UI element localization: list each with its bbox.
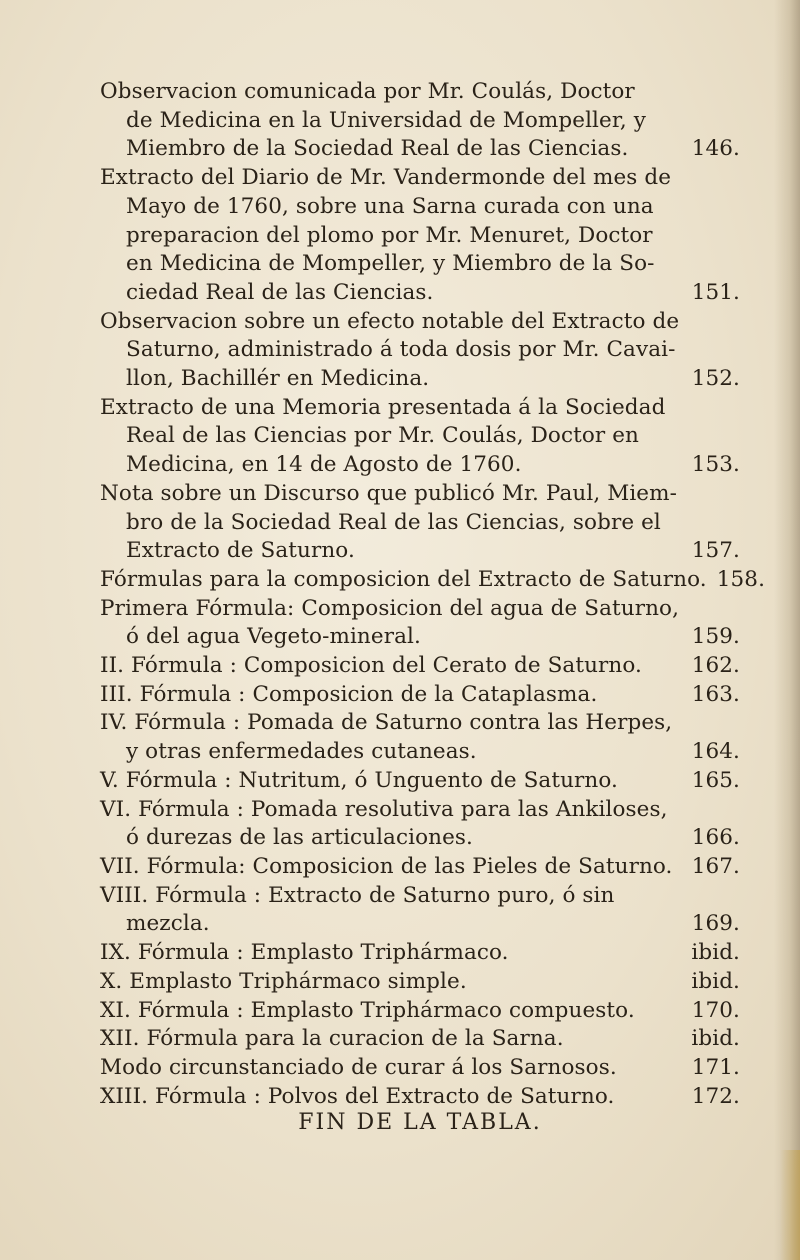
toc-entry <box>100 939 740 968</box>
toc-entry-line <box>100 1025 740 1054</box>
toc-entry-line: Saturno, administrado á toda dosis por Mr. Cavai- <box>126 337 676 363</box>
toc-entry <box>100 652 740 681</box>
toc-entry-text: ó del agua Vegeto-mineral. <box>126 624 421 650</box>
toc-entry <box>100 566 766 595</box>
toc-entry-line <box>100 537 740 566</box>
toc-entry <box>100 681 740 710</box>
toc-entry-line: Mayo de 1760, sobre una Sarna curada con una <box>126 193 654 219</box>
toc-page-number: 167. <box>691 853 740 879</box>
page-edge-shadow <box>774 0 800 1260</box>
toc-entry-line <box>100 135 740 164</box>
toc-entry <box>100 796 740 853</box>
toc-entry-text: Fórmulas para la composicion del Extracto de Saturno. <box>100 566 707 592</box>
toc-entry-line <box>100 853 740 882</box>
toc-entry-text: II. Fórmula : Composicion del Cerato de Saturno. <box>100 653 642 679</box>
toc-page-number: 169. <box>691 911 740 937</box>
toc-entry-text: ó durezas de las articulaciones. <box>126 825 473 851</box>
toc-entry <box>100 308 740 394</box>
toc-entry-line <box>100 910 740 939</box>
toc-page-number: 151. <box>691 279 740 305</box>
toc-entry-line <box>100 365 740 394</box>
toc-entry-line: bro de la Sociedad Real de las Ciencias, sobre el <box>126 509 661 535</box>
toc-entry <box>100 853 740 882</box>
toc-entry-line: Observacion sobre un efecto notable del Extracto de <box>100 308 680 334</box>
toc-entry-line <box>100 767 740 796</box>
toc-entry-line <box>100 623 740 652</box>
toc-page-number: 152. <box>691 366 740 392</box>
toc-entry <box>100 709 740 766</box>
toc-entry-line: en Medicina de Mompeller, y Miembro de la So- <box>126 251 655 277</box>
toc-entry <box>100 78 740 164</box>
toc-entry-text: V. Fórmula : Nutritum, ó Unguento de Saturno. <box>100 767 618 793</box>
table-of-contents <box>100 78 766 1111</box>
toc-entry-line: Extracto de una Memoria presentada á la Sociedad <box>100 394 666 420</box>
toc-entry-line <box>100 997 740 1026</box>
toc-entry <box>100 882 740 939</box>
toc-entry-line: Primera Fórmula: Composicion del agua de Saturno, <box>100 595 680 621</box>
toc-entry-line: Observacion comunicada por Mr. Coulás, Doctor <box>100 79 635 104</box>
toc-entry-text: III. Fórmula : Composicion de la Cataplasma. <box>100 681 598 707</box>
toc-page-number: ibid. <box>691 940 740 966</box>
toc-entry-text: ciedad Real de las Ciencias. <box>126 279 434 305</box>
toc-entry-line: preparacion del plomo por Mr. Menuret, Doctor <box>126 222 653 248</box>
toc-entry <box>100 480 740 566</box>
toc-entry-line <box>100 451 740 480</box>
toc-entry-line <box>100 939 740 968</box>
toc-page-number: ibid. <box>691 1026 740 1052</box>
toc-entry-line: Extracto del Diario de Mr. Vandermonde del mes de <box>100 165 672 191</box>
toc-entry-line <box>100 566 766 595</box>
end-of-table-caption: FIN DE LA TABLA. <box>298 1110 542 1135</box>
toc-entry-text: Extracto de Saturno. <box>126 538 355 564</box>
toc-entry-line <box>100 824 740 853</box>
toc-page-number: 172. <box>691 1083 740 1109</box>
toc-entry-line: VIII. Fórmula : Extracto de Saturno puro, ó sin <box>100 882 615 908</box>
toc-entry <box>100 1083 740 1112</box>
toc-page-number: 171. <box>691 1054 740 1080</box>
toc-entry-text: IX. Fórmula : Emplasto Triphármaco. <box>100 940 509 966</box>
toc-page-number: ibid. <box>691 968 740 994</box>
toc-page-number: 159. <box>691 624 740 650</box>
toc-entry <box>100 968 740 997</box>
toc-entry-line: VI. Fórmula : Pomada resolutiva para las Ankiloses, <box>100 796 668 822</box>
toc-entry <box>100 164 740 308</box>
toc-entry-text: Modo circunstanciado de curar á los Sarnosos. <box>100 1054 617 1080</box>
toc-entry-line <box>100 279 740 308</box>
toc-entry-text: XI. Fórmula : Emplasto Triphármaco compuesto. <box>100 997 635 1023</box>
toc-entry <box>100 997 740 1026</box>
toc-entry-line: Nota sobre un Discurso que publicó Mr. Paul, Miem- <box>100 480 677 506</box>
toc-entry <box>100 1054 740 1083</box>
toc-entry <box>100 1025 740 1054</box>
toc-entry-line: Real de las Ciencias por Mr. Coulás, Doctor en <box>126 423 639 449</box>
toc-page-number: 162. <box>691 653 740 679</box>
toc-entry-line <box>100 738 740 767</box>
toc-entry <box>100 767 740 796</box>
toc-entry-line <box>100 652 740 681</box>
toc-entry-text: Medicina, en 14 de Agosto de 1760. <box>126 452 522 478</box>
toc-entry-text: y otras enfermedades cutaneas. <box>126 739 477 765</box>
toc-page-number: 164. <box>691 739 740 765</box>
toc-entry-line <box>100 681 740 710</box>
toc-entry-text: X. Emplasto Triphármaco simple. <box>100 968 467 994</box>
toc-entry-line <box>100 1054 740 1083</box>
toc-entry-text: XIII. Fórmula : Polvos del Extracto de Saturno. <box>100 1083 615 1109</box>
toc-page-number: 166. <box>691 825 740 851</box>
toc-page-number: 170. <box>691 997 740 1023</box>
toc-entry <box>100 394 740 480</box>
toc-page-number: 153. <box>691 452 740 478</box>
toc-entry-line <box>100 1083 740 1112</box>
toc-entry <box>100 595 740 652</box>
toc-entry-text: mezcla. <box>126 911 210 937</box>
toc-entry-line: de Medicina en la Universidad de Mompeller, y <box>126 107 646 133</box>
toc-entry-text: Miembro de la Sociedad Real de las Ciencias. <box>126 136 629 162</box>
toc-entry-line: IV. Fórmula : Pomada de Saturno contra las Herpes, <box>100 710 673 736</box>
page-stain <box>780 1150 800 1260</box>
toc-page-number: 158. <box>716 566 766 592</box>
toc-entry-line <box>100 968 740 997</box>
toc-entry-text: XII. Fórmula para la curacion de la Sarna. <box>100 1026 564 1052</box>
toc-page-number: 165. <box>691 767 740 793</box>
toc-page-number: 146. <box>691 136 740 162</box>
toc-entry-text: VII. Fórmula: Composicion de las Pieles de Saturno. <box>100 853 673 879</box>
toc-page-number: 157. <box>691 538 740 564</box>
toc-page-number: 163. <box>691 681 740 707</box>
toc-entry-text: llon, Bachillér en Medicina. <box>126 366 430 392</box>
